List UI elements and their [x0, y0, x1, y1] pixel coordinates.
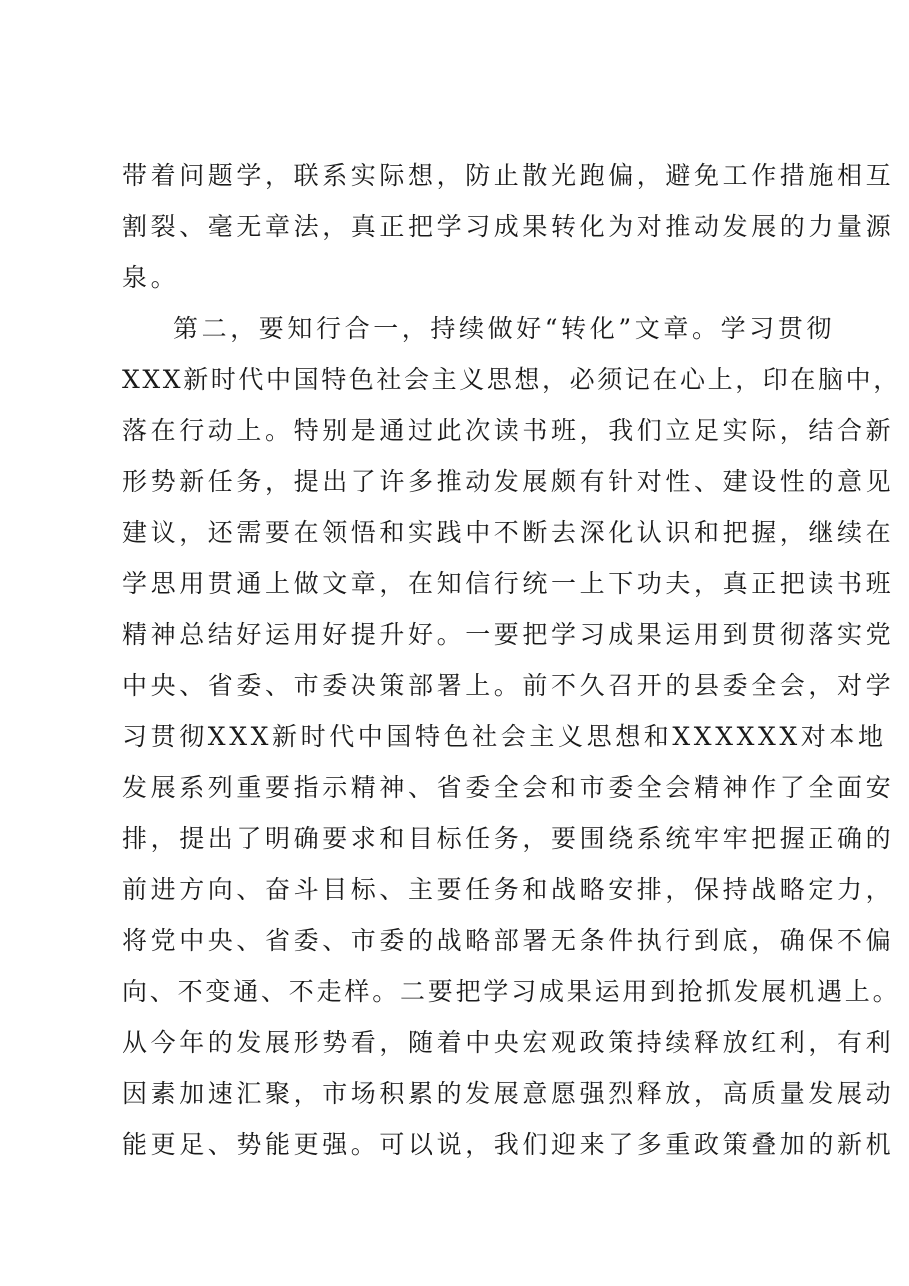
- text-line: 前进方向、奋斗目标、主要任务和战略安排，保持战略定力，: [122, 875, 895, 904]
- text-line: 排，提出了明确要求和目标任务，要围绕系统牢牢把握正确的: [122, 824, 895, 853]
- text-line: 建议，还需要在领悟和实践中不断去深化认识和把握，继续在: [122, 518, 895, 547]
- text-line: 因素加速汇聚，市场积累的发展意愿强烈释放，高质量发展动: [122, 1079, 895, 1108]
- text-line: 发展系列重要指示精神、省委全会和市委全会精神作了全面安: [122, 773, 895, 802]
- text-line: 泉。: [122, 263, 180, 292]
- text-line: 将党中央、省委、市委的战略部署无条件执行到底，确保不偏: [122, 926, 895, 955]
- text-line: 学思用贯通上做文章，在知信行统一上下功夫，真正把读书班: [122, 569, 895, 598]
- text-line: XXX新时代中国特色社会主义思想，必须记在心上，印在脑中，: [122, 365, 901, 394]
- text-line: 中央、省委、市委决策部署上。前不久召开的县委全会，对学: [122, 671, 895, 700]
- text-line: 精神总结好运用好提升好。一要把学习成果运用到贯彻落实党: [122, 620, 895, 649]
- text-line: 从今年的发展形势看，随着中央宏观政策持续释放红利，有利: [122, 1028, 895, 1057]
- text-line: 向、不变通、不走样。二要把学习成果运用到抢抓发展机遇上。: [122, 977, 901, 1006]
- text-line: 割裂、毫无章法，真正把学习成果转化为对推动发展的力量源: [122, 212, 895, 241]
- text-line: 形势新任务，提出了许多推动发展颇有针对性、建设性的意见: [122, 467, 895, 496]
- text-line: 带着问题学，联系实际想，防止散光跑偏，避免工作措施相互: [122, 161, 895, 190]
- text-line: 能更足、势能更强。可以说，我们迎来了多重政策叠加的新机: [122, 1130, 895, 1159]
- text-line: 习贯彻XXX新时代中国特色社会主义思想和XXXXXX对本地: [122, 722, 887, 751]
- body-text: [122, 150, 901, 1170]
- text-line: 落在行动上。特别是通过此次读书班，我们立足实际，结合新: [122, 416, 895, 445]
- paragraph-first-line: 第二，要知行合一，持续做好“转化”文章。学习贯彻: [173, 314, 835, 343]
